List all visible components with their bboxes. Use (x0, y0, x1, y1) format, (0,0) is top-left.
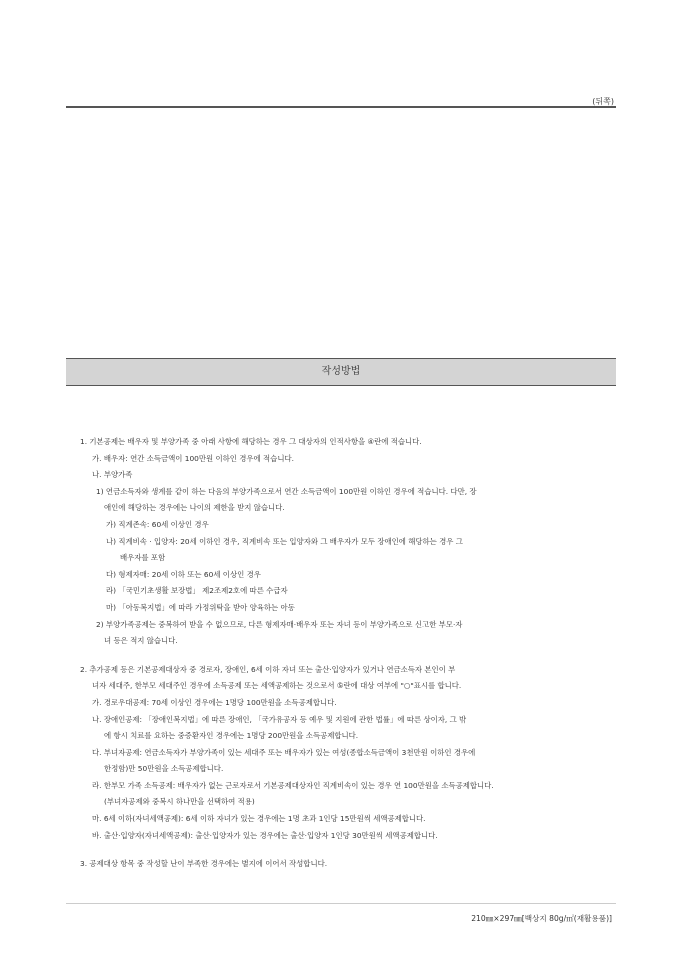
instruction-1-da2: 다) 형제자매: 20세 이하 또는 60세 이상인 경우 (106, 569, 261, 579)
instruction-1-ga2: 가) 직계존속: 60세 이상인 경우 (106, 519, 209, 529)
instruction-1-sub1: 1) 연금소득자와 생계를 같이 하는 다음의 부양가족으로서 연간 소득금액이 100만원 이하인 경우에 적습니다. 다만, 장 (96, 486, 477, 496)
instruction-2-na: 나. 장애인공제: 「장애인복지법」에 따른 장애인, 「국가유공자 등 예우 및 지원에 관한 법률」에 따른 상이자, 그 밖 (92, 714, 467, 724)
back-page-label: (뒤쪽) (592, 97, 614, 106)
top-divider (66, 106, 616, 108)
instruction-2-ba: 바. 출산·입양자(자녀세액공제): 출산·입양자가 있는 경우에는 출산·입양자 1인당 30만원씩 세액공제합니다. (92, 830, 438, 840)
instruction-1-na2-cont: 배우자를 포함 (120, 553, 166, 563)
instruction-2-cont: 녀자 세대주, 한부모 세대주인 경우에 소득공제 또는 세액공제하는 것으로서 ⑤란에 대상 여부에 "○"표시를 합니다. (92, 681, 462, 691)
spacer (80, 844, 600, 856)
instruction-1-ga: 가. 배우자: 연간 소득금액이 100만원 이하인 경우에 적습니다. (92, 453, 294, 463)
instruction-1: 1. 기본공제는 배우자 및 부양가족 중 아래 사항에 해당하는 경우 그 대상자의 인적사항을 ④란에 적습니다. (80, 437, 422, 446)
instruction-1-ma2: 마) 「아동복지법」에 따라 가정위탁을 받아 양육하는 아동 (106, 602, 295, 612)
instruction-1-sub2-cont: 녀 등은 적지 않습니다. (104, 636, 178, 646)
instruction-1-na: 나. 부양가족 (92, 470, 133, 480)
instructions-content (80, 434, 600, 873)
spacer (80, 650, 600, 662)
instruction-2-ga: 가. 경로우대공제: 70세 이상인 경우에는 1명당 100만원을 소득공제합니다. (92, 697, 337, 707)
section-title: 작성방법 (321, 366, 361, 377)
instruction-2-da: 다. 부녀자공제: 연금소득자가 부양가족이 있는 세대주 또는 배우자가 있는 여성(종합소득금액이 3천만원 이하인 경우에 (92, 747, 476, 757)
instruction-1-sub2: 2) 부양가족공제는 중복하여 받을 수 없으므로, 다른 형제자매·배우자 또는 자녀 등이 부양가족으로 신고한 부모·자 (96, 619, 463, 629)
instruction-2-na-cont: 에 항시 치료를 요하는 중증환자인 경우에는 1명당 200만원을 소득공제합니다. (104, 731, 359, 741)
instruction-1-na2: 나) 직계비속 · 입양자: 20세 이하인 경우, 직계비속 또는 입양자와 그 배우자가 모두 장애인에 해당하는 경우 그 (106, 536, 463, 546)
section-header (66, 358, 616, 386)
instruction-2-ra-cont: (부녀자공제와 중복시 하나만을 선택하여 적용) (104, 797, 255, 807)
instruction-2-da-cont: 한정함)만 50만원을 소득공제합니다. (104, 764, 224, 774)
instruction-1-sub1-cont: 애인에 해당하는 경우에는 나이의 제한을 받지 않습니다. (104, 503, 285, 513)
instruction-2: 2. 추가공제 등은 기본공제대상자 중 경로자, 장애인, 6세 이하 자녀 또는 출산·입양자가 있거나 연금소득자 본인이 부 (80, 664, 456, 674)
instruction-2-ra: 라. 한부모 가족 소득공제: 배우자가 없는 근로자로서 기본공제대상자인 직계비속이 있는 경우 연 100만원을 소득공제합니다. (92, 780, 494, 790)
bottom-divider (66, 903, 616, 904)
paper-spec: 210㎜×297㎜[백상지 80g/㎡(재활용품)] (471, 914, 612, 923)
instruction-3: 3. 공제대상 항목 중 작성할 난이 부족한 경우에는 별지에 이어서 작성합니다. (80, 859, 328, 869)
instruction-2-ma: 마. 6세 이하(자녀세액공제): 6세 이하 자녀가 있는 경우에는 1명 초과 1인당 15만원씩 세액공제합니다. (92, 814, 426, 824)
instruction-1-ra2: 라) 「국민기초생활 보장법」 제2조제2호에 따른 수급자 (106, 586, 288, 596)
